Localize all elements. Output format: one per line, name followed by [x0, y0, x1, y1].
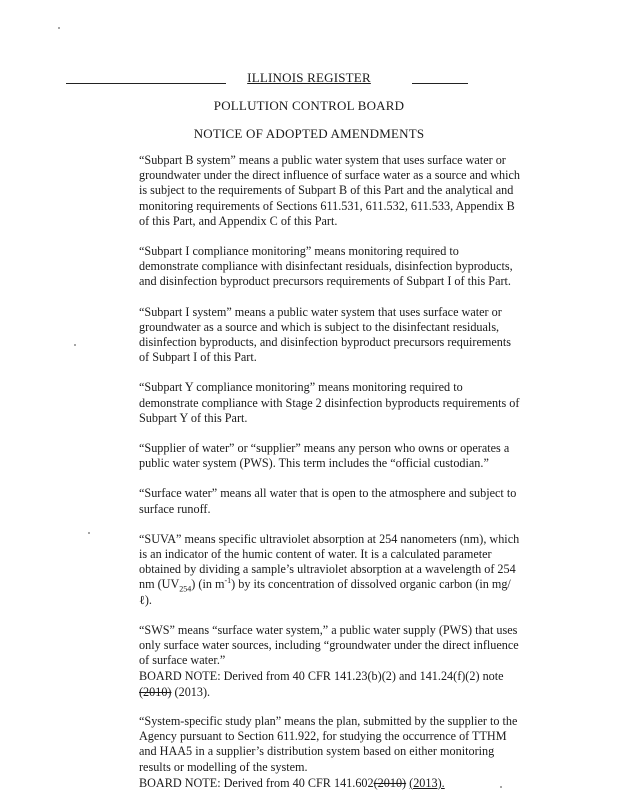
definition-suva: [139, 532, 521, 608]
sws-text: “SWS” means “surface water system,” a public water supply (PWS) that uses only surface water sources, including “groundwater under the direct influence of surface water.”: [139, 622, 519, 668]
study-plan-note-inserted: (2013).: [409, 775, 445, 790]
study-plan-note-struck: (2010): [373, 775, 407, 790]
sws-note-inserted: (2013).: [174, 684, 211, 699]
document-body: [139, 153, 521, 806]
register-title: ILLINOIS REGISTER: [247, 70, 371, 85]
scan-speck: [74, 344, 76, 346]
sws-board-note: [139, 669, 521, 699]
suva-superscript: -1: [224, 576, 232, 586]
definition-subpart-i-system: “Subpart I system” means a public water system that uses surface water or groundwater as a source and which is subject to the disinfectant residuals, disinfection byproducts, and disinfection byproduct precursors requirements of Subpart I of this Part.: [139, 304, 511, 365]
study-plan-text: “System-specific study plan” means the plan, submitted by the supplier to the Agency pursuant to Section 611.922, for studying the occurrence of TTHM and HAA5 in a supplier’s distribution system based on either monitoring results or modelling of the system.: [139, 713, 518, 774]
suva-text-a: “SUVA” means specific ultraviolet absorption at 254 nanometers (nm), which is an indicator of the humic content of water. It is a calculated parameter obtained by dividing a sample’s ultraviolet absorption at a wavelength of 254 nm (UV: [139, 531, 520, 592]
definition-sws: [139, 623, 521, 700]
definition-subpart-y-compliance: “Subpart Y compliance monitoring” means monitoring required to demonstrate compliance with Stage 2 disinfection byproducts requirements of Subpart Y of this Part.: [139, 380, 520, 425]
definition-surface-water: “Surface water” means all water that is open to the atmosphere and subject to surface runoff.: [139, 486, 517, 516]
suva-subscript: 254: [179, 584, 192, 594]
definition-subpart-b-system: “Subpart B system” means a public water system that uses surface water or groundwater under the direct influence of surface water as a source and which is subject to the requirements of Subpart B of this Part and the analytical and monitoring requirements of Sections 611.531, 611.532, 611.533, Appendix B of this Part, and Appendix C of this Part.: [139, 153, 521, 228]
definition-supplier-of-water: “Supplier of water” or “supplier” means any person who owns or operates a public water system (PWS). This term includes the “official custodian.”: [139, 441, 510, 471]
scan-speck: [58, 27, 60, 29]
sws-note-prefix: BOARD NOTE: Derived from 40 CFR 141.23(b)(2) and 141.24(f)(2) note: [139, 669, 504, 684]
scan-speck: [500, 786, 502, 788]
suva-text-b: ) (in m: [191, 577, 225, 592]
study-plan-note-prefix: BOARD NOTE: Derived from 40 CFR 141.602: [139, 775, 374, 790]
notice-title: NOTICE OF ADOPTED AMENDMENTS: [193, 126, 425, 141]
scan-speck: [88, 532, 90, 534]
sws-note-struck: (2010): [139, 684, 172, 699]
suva-text-c: ) by its concentration of dissolved organic carbon (in mg/ℓ).: [139, 577, 511, 607]
definition-system-specific-study-plan: [139, 714, 521, 791]
board-title: POLLUTION CONTROL BOARD: [213, 98, 405, 113]
definition-subpart-i-compliance: “Subpart I compliance monitoring” means monitoring required to demonstrate compliance with disinfectant residuals, disinfection byproducts, and disinfection byproduct precursors requirements of Subpart I of this Part.: [139, 244, 513, 289]
study-plan-board-note: [139, 776, 521, 791]
